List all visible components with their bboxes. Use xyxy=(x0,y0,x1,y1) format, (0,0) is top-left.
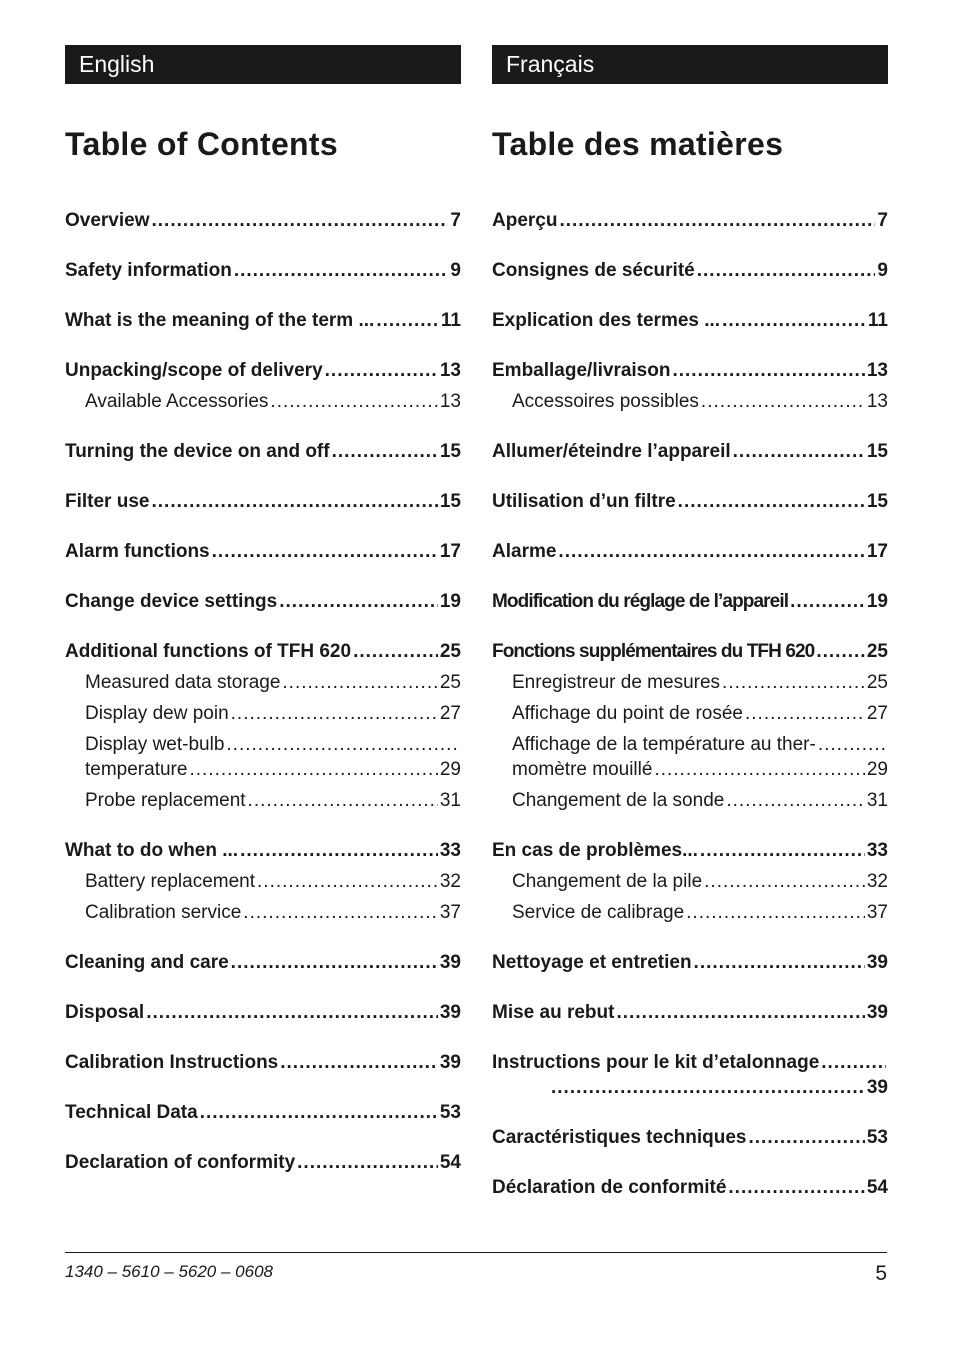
dot-leader xyxy=(282,670,437,695)
dot-leader xyxy=(790,589,865,614)
dot-leader xyxy=(818,732,886,757)
entry-label: Calibration service xyxy=(85,902,242,923)
entry-label: Affichage du point de rosée xyxy=(512,703,743,724)
toc-entry-line xyxy=(65,1000,461,1025)
dot-leader xyxy=(697,258,876,283)
toc-entry-line xyxy=(65,539,461,564)
page-ref: 27 xyxy=(866,703,888,724)
entry-label: Filter use xyxy=(65,491,150,512)
page-ref: 13 xyxy=(439,360,461,381)
toc-entry xyxy=(65,1000,461,1025)
dot-leader xyxy=(280,1050,438,1075)
dot-leader xyxy=(231,701,438,726)
page-ref: 39 xyxy=(866,952,888,973)
entry-label: Declaration of conformity xyxy=(65,1152,296,1173)
dot-leader xyxy=(694,950,865,975)
entry-label: Allumer/éteindre l’appareil xyxy=(492,441,731,462)
toc-entry-line xyxy=(492,439,888,464)
page-ref: 32 xyxy=(866,871,888,892)
dot-leader xyxy=(816,639,865,664)
toc-entry xyxy=(65,589,461,614)
dot-leader xyxy=(243,900,438,925)
language-header-english: English xyxy=(65,45,461,84)
entry-label: Calibration Instructions xyxy=(65,1052,279,1073)
page-ref: 33 xyxy=(866,840,888,861)
dot-leader xyxy=(151,489,437,514)
page-ref: 33 xyxy=(439,840,461,861)
dot-leader xyxy=(700,838,865,863)
toc-entry-line xyxy=(492,1050,888,1075)
toc-entry xyxy=(65,1050,461,1075)
toc-entry xyxy=(492,539,888,564)
toc-entry-line xyxy=(492,258,888,283)
dot-leader xyxy=(704,869,865,894)
toc-entry xyxy=(492,1175,888,1200)
entry-label: Battery replacement xyxy=(85,871,256,892)
toc-subentry-line xyxy=(492,757,888,782)
page-ref: 19 xyxy=(439,591,461,612)
dot-leader xyxy=(325,358,438,383)
entry-label: Change device settings xyxy=(65,591,278,612)
page-ref: 37 xyxy=(866,902,888,923)
entry-label: Technical Data xyxy=(65,1102,198,1123)
entry-label: What is the meaning of the term ... xyxy=(65,310,375,331)
toc-list-french xyxy=(492,208,888,1225)
toc-subentry-line xyxy=(65,732,461,757)
dot-leader xyxy=(189,757,437,782)
toc-entry-line xyxy=(492,639,888,664)
french-column xyxy=(492,45,888,1198)
entry-label: Overview xyxy=(65,210,150,231)
toc-entry xyxy=(65,358,461,414)
toc-subentry-line xyxy=(65,900,461,925)
toc-subentry-line xyxy=(65,788,461,813)
toc-entry xyxy=(492,208,888,233)
page-ref: 9 xyxy=(450,260,461,281)
toc-entry-line xyxy=(65,589,461,614)
dot-leader xyxy=(701,389,865,414)
toc-entry xyxy=(492,258,888,283)
page-ref: 11 xyxy=(867,310,888,331)
dot-leader xyxy=(353,639,438,664)
toc-subentry-line xyxy=(65,670,461,695)
toc-entry xyxy=(65,539,461,564)
toc-entry-line xyxy=(492,950,888,975)
page-ref: 39 xyxy=(439,1052,461,1073)
entry-label: What to do when ... xyxy=(65,840,239,861)
entry-label: Display wet-bulb xyxy=(85,734,225,755)
toc-entry xyxy=(492,838,888,925)
page-ref: 13 xyxy=(439,391,461,412)
toc-subentry-line xyxy=(492,788,888,813)
document-number: 1340 – 5610 – 5620 – 0608 xyxy=(65,1262,273,1281)
toc-entry xyxy=(492,589,888,614)
page-ref: 7 xyxy=(877,210,888,231)
page-ref: 13 xyxy=(866,360,888,381)
page-ref: 37 xyxy=(439,902,461,923)
toc-entry xyxy=(492,1125,888,1150)
toc-subentry-line xyxy=(65,757,461,782)
dot-leader xyxy=(212,539,438,564)
toc-entry-line xyxy=(492,1175,888,1200)
dot-leader xyxy=(722,308,866,333)
dot-leader xyxy=(559,208,875,233)
toc-entry-line xyxy=(492,1125,888,1150)
toc-entry xyxy=(492,308,888,333)
page-ref: 31 xyxy=(439,790,461,811)
toc-entry-line xyxy=(65,439,461,464)
toc-entry-line xyxy=(65,950,461,975)
toc-entry xyxy=(492,439,888,464)
dot-leader xyxy=(745,701,865,726)
entry-label: Unpacking/scope of delivery xyxy=(65,360,323,381)
dot-leader xyxy=(200,1100,438,1125)
toc-entry xyxy=(65,308,461,333)
entry-label: Turning the device on and off xyxy=(65,441,330,462)
language-header-french: Français xyxy=(492,45,888,84)
entry-label: Service de calibrage xyxy=(512,902,685,923)
dot-leader xyxy=(234,258,449,283)
toc-subentry-line xyxy=(65,389,461,414)
entry-label: En cas de problèmes... xyxy=(492,840,698,861)
entry-label: Cleaning and care xyxy=(65,952,229,973)
toc-subentry-line xyxy=(492,670,888,695)
toc-subentry-line xyxy=(492,732,888,757)
toc-subentry-line xyxy=(65,869,461,894)
toc-entry xyxy=(65,439,461,464)
page-ref: 53 xyxy=(439,1102,461,1123)
toc-entry xyxy=(492,358,888,414)
toc-entry-line xyxy=(492,1000,888,1025)
entry-label: Measured data storage xyxy=(85,672,281,693)
page-number: 5 xyxy=(875,1262,887,1285)
entry-label: Mise au rebut xyxy=(492,1002,615,1023)
page-ref: 54 xyxy=(866,1177,888,1198)
page-ref: 32 xyxy=(439,871,461,892)
dot-leader xyxy=(821,1050,886,1075)
toc-subentry-line xyxy=(492,900,888,925)
page-ref: 29 xyxy=(439,759,461,780)
toc-subentry-line xyxy=(65,701,461,726)
entry-label: Utilisation d’un filtre xyxy=(492,491,676,512)
page-ref: 13 xyxy=(866,391,888,412)
toc-entry-line xyxy=(65,308,461,333)
toc-entry xyxy=(65,258,461,283)
toc-subentry-line xyxy=(492,389,888,414)
dot-leader xyxy=(270,389,437,414)
entry-label: Instructions pour le kit d’etalonnage xyxy=(492,1052,820,1073)
entry-label-continued: temperature xyxy=(85,759,188,780)
page-ref: 53 xyxy=(866,1127,888,1148)
dot-leader xyxy=(748,1125,864,1150)
page-ref: 15 xyxy=(866,491,888,512)
toc-entry-line xyxy=(492,539,888,564)
toc-entry-line xyxy=(65,258,461,283)
entry-label-continued: momètre mouillé xyxy=(512,759,653,780)
entry-label: Nettoyage et entretien xyxy=(492,952,692,973)
entry-label: Enregistreur de mesures xyxy=(512,672,721,693)
dot-leader xyxy=(376,308,439,333)
toc-entry xyxy=(492,489,888,514)
entry-label: Fonctions supplémentaires du TFH 620 xyxy=(492,641,815,662)
page-ref: 25 xyxy=(866,672,888,693)
dot-leader xyxy=(722,670,865,695)
toc-entry xyxy=(65,208,461,233)
page-ref: 15 xyxy=(439,441,461,462)
entry-label: Consignes de sécurité xyxy=(492,260,695,281)
page-ref: 19 xyxy=(866,591,888,612)
toc-entry xyxy=(492,950,888,975)
dot-leader xyxy=(726,788,865,813)
toc-subentry-line xyxy=(492,869,888,894)
toc-entry-line xyxy=(492,308,888,333)
entry-label: Affichage de la température au ther- xyxy=(512,734,816,755)
entry-label: Available Accessories xyxy=(85,391,269,412)
page-ref: 39 xyxy=(866,1077,888,1098)
toc-entry-line xyxy=(65,1100,461,1125)
entry-label: Modification du réglage de l’appareil xyxy=(492,591,789,612)
dot-leader xyxy=(332,439,438,464)
page-ref: 25 xyxy=(439,641,461,662)
toc-entry-line xyxy=(492,1075,888,1100)
toc-entry-line xyxy=(492,358,888,383)
toc-entry-line xyxy=(65,1150,461,1175)
dot-leader xyxy=(152,208,449,233)
entry-label: Changement de la pile xyxy=(512,871,703,892)
english-column xyxy=(65,45,461,1173)
toc-entry xyxy=(492,1050,888,1100)
dot-leader xyxy=(279,589,438,614)
entry-label: Additional functions of TFH 620 xyxy=(65,641,352,662)
toc-list-english xyxy=(65,208,461,1200)
toc-entry-line xyxy=(65,489,461,514)
toc-entry xyxy=(65,838,461,925)
page-ref: 15 xyxy=(866,441,888,462)
page-ref: 27 xyxy=(439,703,461,724)
entry-label: Déclaration de conformité xyxy=(492,1177,727,1198)
page-ref: 17 xyxy=(866,541,888,562)
dot-leader xyxy=(226,732,459,757)
toc-entry-line xyxy=(65,838,461,863)
toc-entry-line xyxy=(65,208,461,233)
dot-leader xyxy=(728,1175,864,1200)
entry-label: Probe replacement xyxy=(85,790,246,811)
dot-leader xyxy=(240,838,438,863)
dot-leader xyxy=(257,869,438,894)
page-ref: 7 xyxy=(450,210,461,231)
footer-divider xyxy=(65,1252,887,1253)
toc-entry xyxy=(65,639,461,813)
toc-entry-line xyxy=(65,358,461,383)
toc-entry-line xyxy=(65,639,461,664)
toc-entry-line xyxy=(492,838,888,863)
page-ref: 15 xyxy=(439,491,461,512)
page-title-english: Table of Contents xyxy=(65,126,338,162)
toc-entry-line xyxy=(492,208,888,233)
page-ref: 39 xyxy=(866,1002,888,1023)
entry-label: Accessoires possibles xyxy=(512,391,699,412)
page-ref: 54 xyxy=(439,1152,461,1173)
toc-entry xyxy=(492,639,888,813)
dot-leader xyxy=(146,1000,438,1025)
toc-entry xyxy=(65,1100,461,1125)
dot-leader xyxy=(297,1150,438,1175)
toc-entry-line xyxy=(65,1050,461,1075)
entry-label: Aperçu xyxy=(492,210,558,231)
toc-entry xyxy=(65,1150,461,1175)
page-ref: 39 xyxy=(439,1002,461,1023)
dot-leader xyxy=(678,489,865,514)
entry-label: Disposal xyxy=(65,1002,145,1023)
entry-label: Display dew poin xyxy=(85,703,229,724)
dot-leader xyxy=(654,757,864,782)
page-ref: 11 xyxy=(440,310,461,331)
dot-leader xyxy=(551,1075,865,1100)
entry-label: Changement de la sonde xyxy=(512,790,725,811)
page-ref: 39 xyxy=(439,952,461,973)
dot-leader xyxy=(672,358,864,383)
page-ref: 31 xyxy=(866,790,888,811)
dot-leader xyxy=(558,539,864,564)
dot-leader xyxy=(733,439,865,464)
page-ref: 25 xyxy=(439,672,461,693)
toc-entry-line xyxy=(492,489,888,514)
entry-label: Emballage/livraison xyxy=(492,360,671,381)
page-title-french: Table des matières xyxy=(492,126,784,162)
entry-label: Alarme xyxy=(492,541,557,562)
dot-leader xyxy=(686,900,865,925)
toc-entry-line xyxy=(492,589,888,614)
toc-entry xyxy=(492,1000,888,1025)
dot-leader xyxy=(231,950,438,975)
toc-entry xyxy=(65,950,461,975)
page-ref: 9 xyxy=(877,260,888,281)
toc-entry xyxy=(65,489,461,514)
entry-label: Caractéristiques techniques xyxy=(492,1127,747,1148)
page-ref: 29 xyxy=(866,759,888,780)
dot-leader xyxy=(248,788,438,813)
page-ref: 17 xyxy=(439,541,461,562)
page-ref: 25 xyxy=(866,641,888,662)
entry-label: Explication des termes ... xyxy=(492,310,721,331)
toc-subentry-line xyxy=(492,701,888,726)
dot-leader xyxy=(616,1000,864,1025)
entry-label: Safety information xyxy=(65,260,232,281)
entry-label: Alarm functions xyxy=(65,541,210,562)
